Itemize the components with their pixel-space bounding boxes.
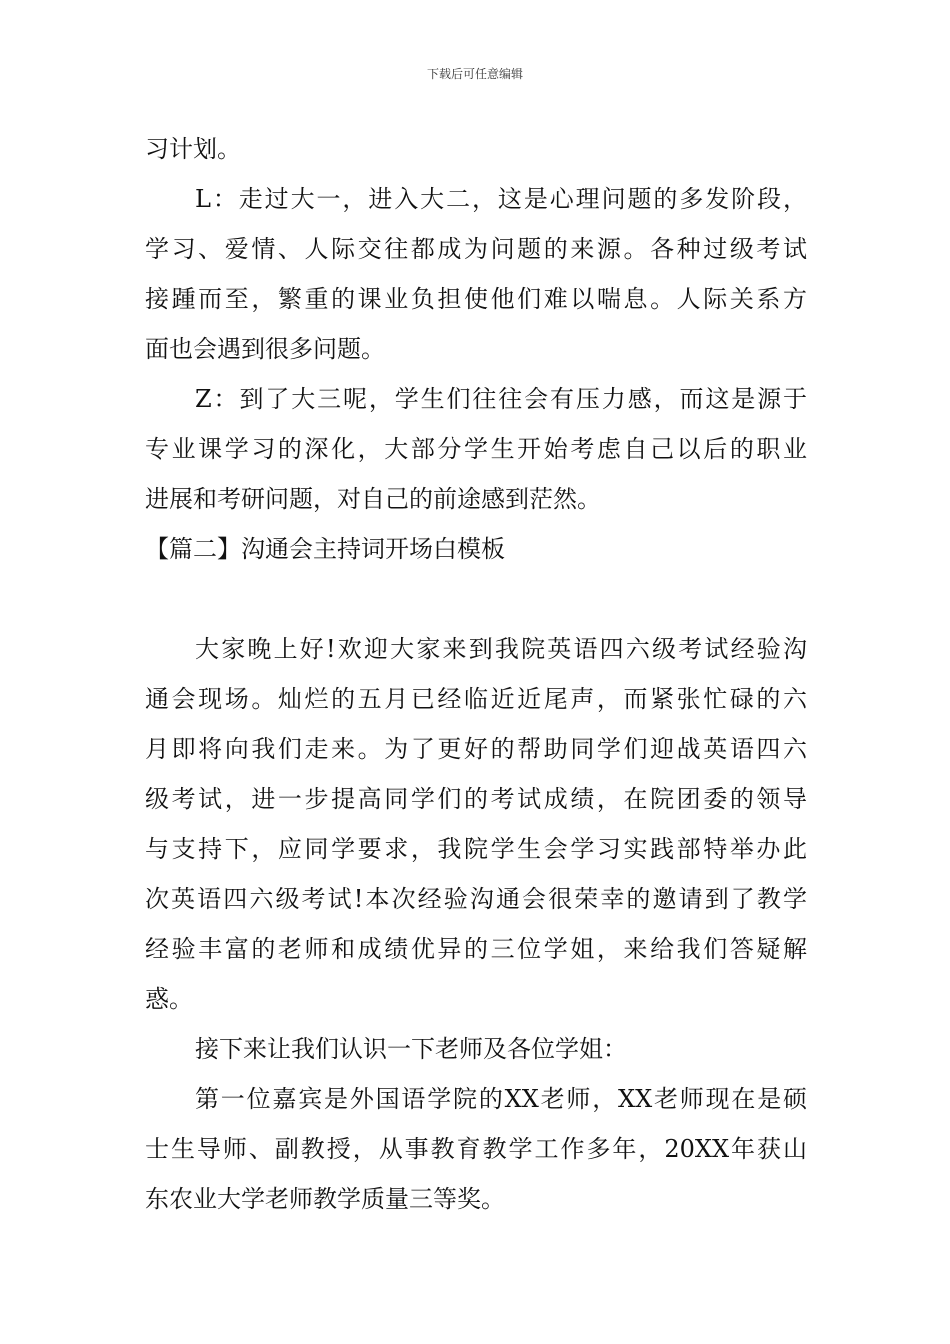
blank-line (145, 574, 807, 624)
text-line: 经验丰富的老师和成绩优异的三位学姐，来给我们答疑解 (145, 935, 807, 963)
text-line: 第一位嘉宾是外国语学院的XX老师，XX老师现在是硕 (195, 1085, 807, 1113)
text-line: L：走过大一，进入大二，这是心理问题的多发阶段， (195, 185, 807, 213)
text-line: 惑。 (145, 985, 193, 1013)
paragraph (145, 124, 807, 174)
text-line: 习计划。 (145, 135, 241, 163)
text-line: Z：到了大三呢，学生们往往会有压力感，而这是源于 (195, 385, 807, 413)
paragraph (145, 374, 807, 524)
paragraph (145, 1074, 807, 1224)
text-line: 接下来让我们认识一下老师及各位学姐： (195, 1035, 627, 1063)
text-line: 月即将向我们走来。为了更好的帮助同学们迎战英语四六 (145, 735, 807, 763)
text-line: 学习、爱情、人际交往都成为问题的来源。各种过级考试 (145, 235, 807, 263)
section-heading (145, 524, 807, 574)
paragraph (145, 174, 807, 374)
text-line: 进展和考研问题，对自己的前途感到茫然。 (145, 485, 601, 513)
text-line: 【篇二】沟通会主持词开场白模板 (145, 535, 505, 563)
text-line: 面也会遇到很多问题。 (145, 335, 385, 363)
paragraph (145, 624, 807, 1024)
text-line: 通会现场。灿烂的五月已经临近近尾声，而紧张忙碌的六 (145, 685, 807, 713)
text-line: 级考试，进一步提高同学们的考试成绩，在院团委的领导 (145, 785, 807, 813)
text-line: 接踵而至，繁重的课业负担使他们难以喘息。人际关系方 (145, 285, 807, 313)
text-line: 士生导师、副教授，从事教育教学工作多年，20XX年获山 (145, 1135, 807, 1163)
text-line: 东农业大学老师教学质量三等奖。 (145, 1185, 505, 1213)
page-header: 下载后可任意编辑 (426, 67, 523, 81)
text-line: 与支持下，应同学要求，我院学生会学习实践部特举办此 (145, 835, 807, 863)
paragraph (145, 1024, 807, 1074)
text-line: 次英语四六级考试!本次经验沟通会很荣幸的邀请到了教学 (145, 885, 807, 913)
text-line: 专业课学习的深化，大部分学生开始考虑自己以后的职业 (145, 435, 807, 463)
document-body (145, 124, 807, 1224)
text-line: 大家晚上好!欢迎大家来到我院英语四六级考试经验沟 (195, 635, 807, 663)
